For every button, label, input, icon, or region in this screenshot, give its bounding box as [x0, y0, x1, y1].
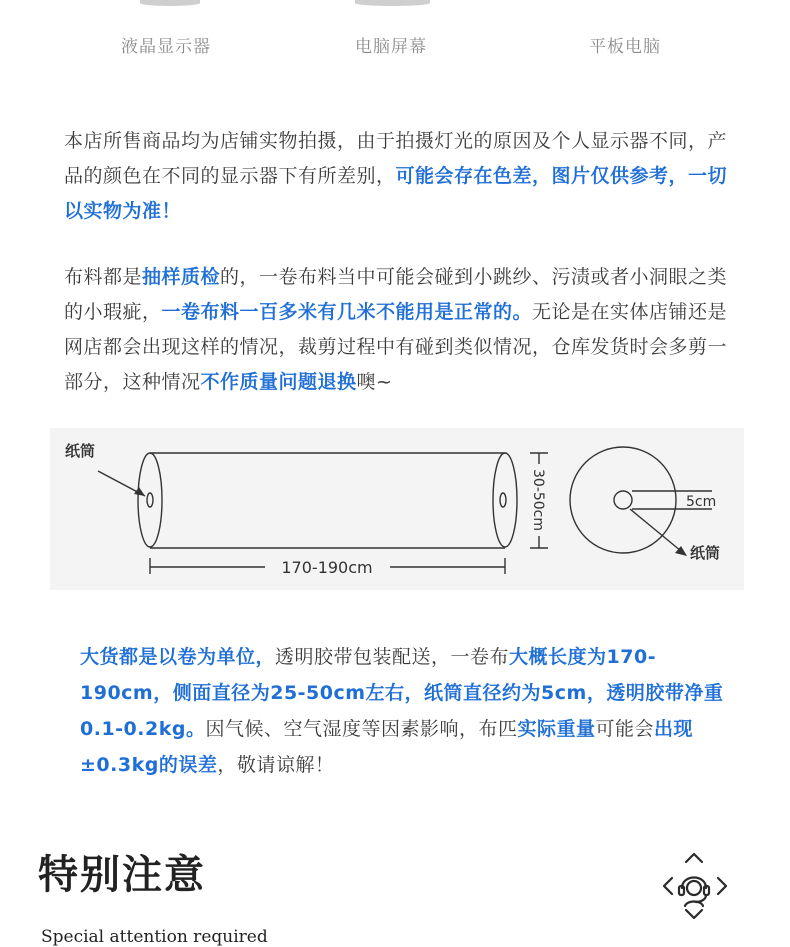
- section-title-en: Special attention required: [41, 927, 268, 947]
- headset-shoulders: [685, 902, 703, 907]
- defect-notice: [64, 260, 734, 400]
- color-difference-notice: [64, 124, 734, 229]
- customer-service-icon: [660, 850, 730, 922]
- computer-screen-image: [355, 0, 430, 6]
- core-end-view: [614, 491, 632, 509]
- lcd-monitor-label: 液晶显示器: [121, 37, 211, 57]
- headset-head: [687, 881, 701, 895]
- notice-highlight: 实际重量: [517, 718, 596, 740]
- chevron-right-icon: [718, 878, 726, 894]
- tablet-label: 平板电脑: [589, 37, 661, 57]
- core-diameter-label: 5cm: [686, 494, 717, 510]
- notice-text: 无论是在实体店铺还是网店都会出现这样的情况，裁剪过程中有碰到类似情况，仓库发货时会多剪一部分，这种情况: [64, 301, 728, 393]
- notice-text: 的，一卷布料当中可能会碰到小跳纱、污渍或者小洞眼之类的小瑕疵，: [64, 266, 728, 323]
- chevron-down-icon: [686, 910, 702, 918]
- notice-highlight: 大概长度为170-190cm，侧面直径为25-50cm左右，纸筒直径约为5cm，透明胶带净重0.1-0.2kg。: [80, 646, 724, 740]
- section-title-cn: 特别注意: [38, 852, 206, 898]
- notice-highlight: 一卷布料一百多米有几米不能用是正常的。: [161, 301, 533, 323]
- roll-end-view: [570, 447, 676, 553]
- notice-text: 布料都是: [64, 266, 143, 288]
- device-comparison-strip: [0, 0, 790, 70]
- notice-highlight: 抽样质检: [142, 266, 221, 288]
- diameter-label: 30-50cm: [530, 468, 546, 532]
- notice-highlight: 出现±0.3kg的误差: [80, 718, 694, 776]
- core-left-hole: [147, 493, 153, 507]
- right-tube-label: 纸筒: [690, 544, 721, 562]
- lcd-monitor-image: [140, 0, 200, 6]
- length-label: 170-190cm: [281, 558, 373, 577]
- roll-right-end: [493, 453, 517, 547]
- notice-text: 噢~: [356, 371, 393, 393]
- computer-screen-label: 电脑屏幕: [355, 37, 427, 57]
- chevron-up-icon: [686, 854, 702, 862]
- fabric-roll-diagram: [50, 428, 744, 590]
- notice-highlight: 大货都是以卷为单位，: [80, 646, 276, 668]
- notice-highlight: 可能会存在色差，图片仅供参考，一切以实物为准！: [64, 165, 728, 222]
- notice-text: 本店所售商品均为店铺实物拍摄，由于拍摄灯光的原因及个人显示器不同，产品的颜色在不同的显示器下有所差别，: [64, 130, 728, 187]
- roll-left-end: [138, 453, 162, 547]
- notice-text: 因气候、空气湿度等因素影响，布匹: [205, 718, 518, 740]
- packaging-notice: [80, 639, 745, 783]
- notice-text: ，敬请谅解！: [217, 754, 335, 776]
- headset-band: [682, 878, 706, 889]
- roll-dimension-drawing: [50, 428, 744, 590]
- notice-text: 透明胶带包装配送，一卷布: [275, 646, 510, 668]
- notice-text: 可能会: [595, 718, 654, 740]
- chevron-left-icon: [664, 878, 672, 894]
- left-tube-label: 纸筒: [65, 442, 96, 460]
- notice-highlight: 不作质量问题退换: [200, 371, 357, 393]
- core-right-hole: [500, 493, 506, 507]
